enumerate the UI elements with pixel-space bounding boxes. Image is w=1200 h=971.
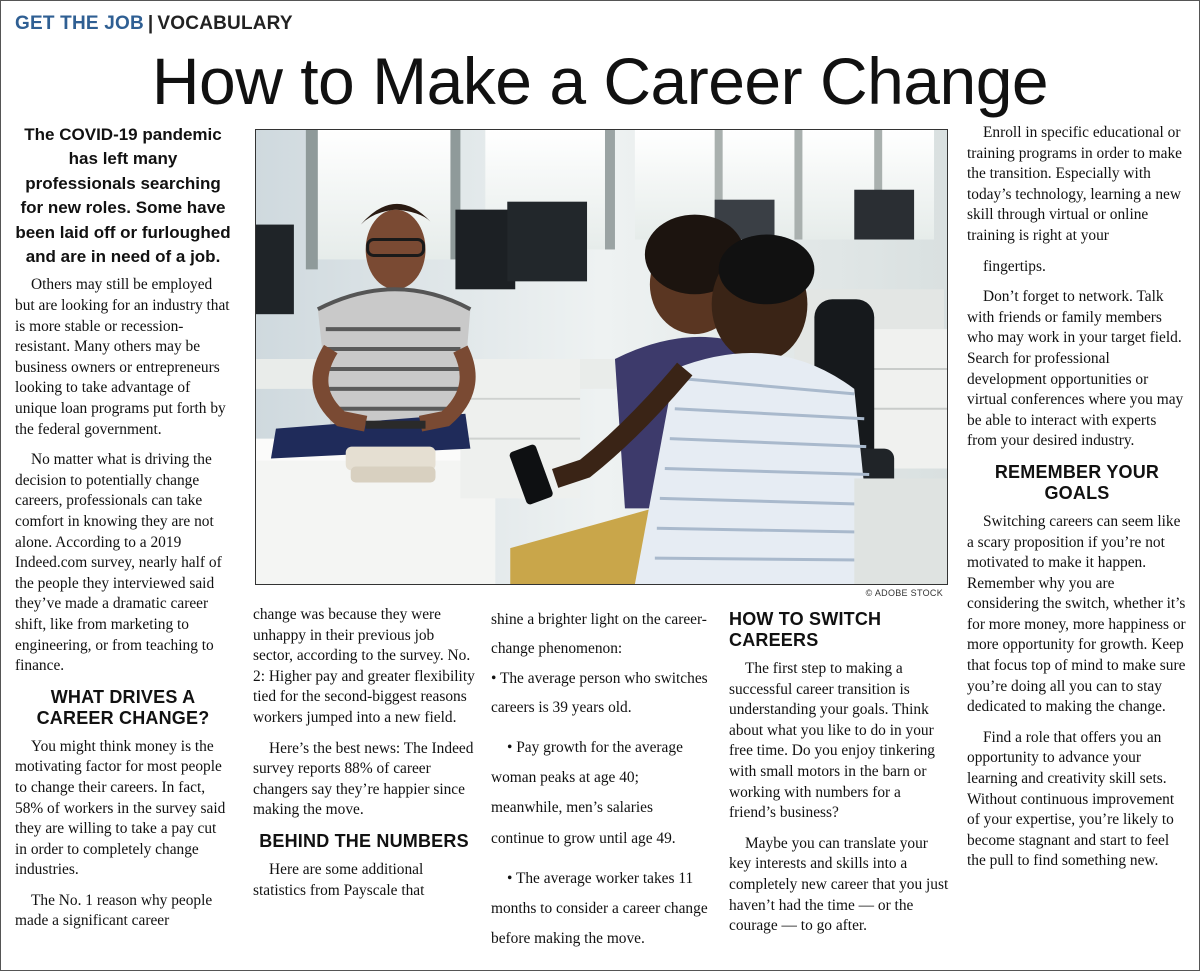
paragraph: fingertips. (983, 257, 1046, 275)
paragraph: shine a brighter light on the career-change phenomenon: (491, 611, 707, 658)
column-1 (15, 123, 231, 942)
category-label: VOCABULARY (157, 13, 293, 34)
column-2 (253, 605, 475, 911)
article-deck: The COVID-19 pandemic has left many professionals searching for new roles. Some have been laid off or furloughed and are in need of a job. (15, 125, 231, 267)
paragraph: Maybe you can translate your key interests and skills into a completely new career that you just haven’t had the time — or the courage — to go after. (729, 834, 949, 935)
stat-bullet-pay-growth: • Pay growth for the average woman peaks at age 40; meanwhile, men’s salaries continue to grow until age 49. (491, 738, 683, 847)
section-label: GET THE JOB (15, 13, 144, 34)
column-4 (729, 605, 951, 947)
paragraph: No matter what is driving the decision to potentially change careers, professionals can take comfort in knowing they are not alone. According to a 2019 Indeed.com survey, nearly half of the people they interviewed said they’ve made a dramatic career shift, like from marketing to engineering, or from teaching to finance. (15, 451, 222, 675)
paragraph: Here’s the best news: The Indeed survey reports 88% of career changers say they’re happier since making the move. (253, 739, 474, 819)
article-title: How to Make a Career Change (151, 44, 1049, 118)
subheading-how-to-switch: HOW TO SWITCH CAREERS (729, 609, 882, 650)
paragraph: Enroll in specific educational or training programs in order to make the transition. Especially with today’s technology, learning a new skill through virtual or online training is right at your (967, 124, 1182, 244)
paragraph: Here are some additional statistics from Payscale that (253, 860, 425, 899)
kicker-separator: | (147, 13, 154, 34)
column-5 (967, 123, 1187, 882)
paragraph: You might think money is the motivating factor for most people to change their careers. In fact, 58% of workers in the survey said they are willing to take a pay cut in order to completely change industries. (15, 737, 226, 879)
paragraph: Find a role that offers you an opportunity to advance your learning and creativity skill sets. Without continuous improvement of your expertise, you’re likely to become stagnant and start to feel the pull to find something new. (967, 728, 1175, 870)
stat-bullet-months: • The average worker takes 11 months to consider a career change before making the move. (491, 869, 708, 948)
column-3 (491, 605, 709, 955)
paragraph: Don’t forget to network. Talk with friends or family members who may work in your target field. Search for professional development opportunities or virtual conferences where you may be able to interact with experts from your desired industry. (967, 288, 1184, 450)
subheading-behind-the-numbers: BEHIND THE NUMBERS (259, 830, 469, 851)
paragraph: Others may still be employed but are looking for an industry that is more stable or recession-resistant. Many others may be business owners or entrepreneurs looking to take advantage of unique loan programs put forth by the federal government. (15, 276, 230, 438)
paragraph: The No. 1 reason why people made a significant career (15, 891, 213, 930)
section-kicker (15, 13, 293, 35)
paragraph: change was because they were unhappy in their previous job sector, according to the survey. No. 2: Higher pay and greater flexibility tied for the second-biggest reasons workers jumped into a new field. (253, 606, 475, 726)
paragraph: The first step to making a successful career transition is understanding your goals. Think about what you like to do in your free time. Do you enjoy tinkering with small motors in the barn or working with numbers for a friend’s business? (729, 660, 936, 822)
paragraph: Switching careers can seem like a scary proposition if you’re not motivated to make it happen. Remember why you are considering the switch, whether it’s for more money, more happiness or more opportunity for growth. Keep that focus top of mind to make sure you’re doing all you can to stay dedicated to making the change. (967, 512, 1186, 716)
subheading-remember-goals: REMEMBER YOUR GOALS (994, 461, 1160, 503)
office-photo (255, 129, 948, 585)
stat-bullet-age: • The average person who switches careers is 39 years old. (491, 669, 708, 717)
photo-credit: © ADOBE STOCK (865, 588, 943, 598)
office-scene-illustration (256, 130, 947, 584)
subheading-what-drives: WHAT DRIVES A CAREER CHANGE? (36, 686, 210, 728)
